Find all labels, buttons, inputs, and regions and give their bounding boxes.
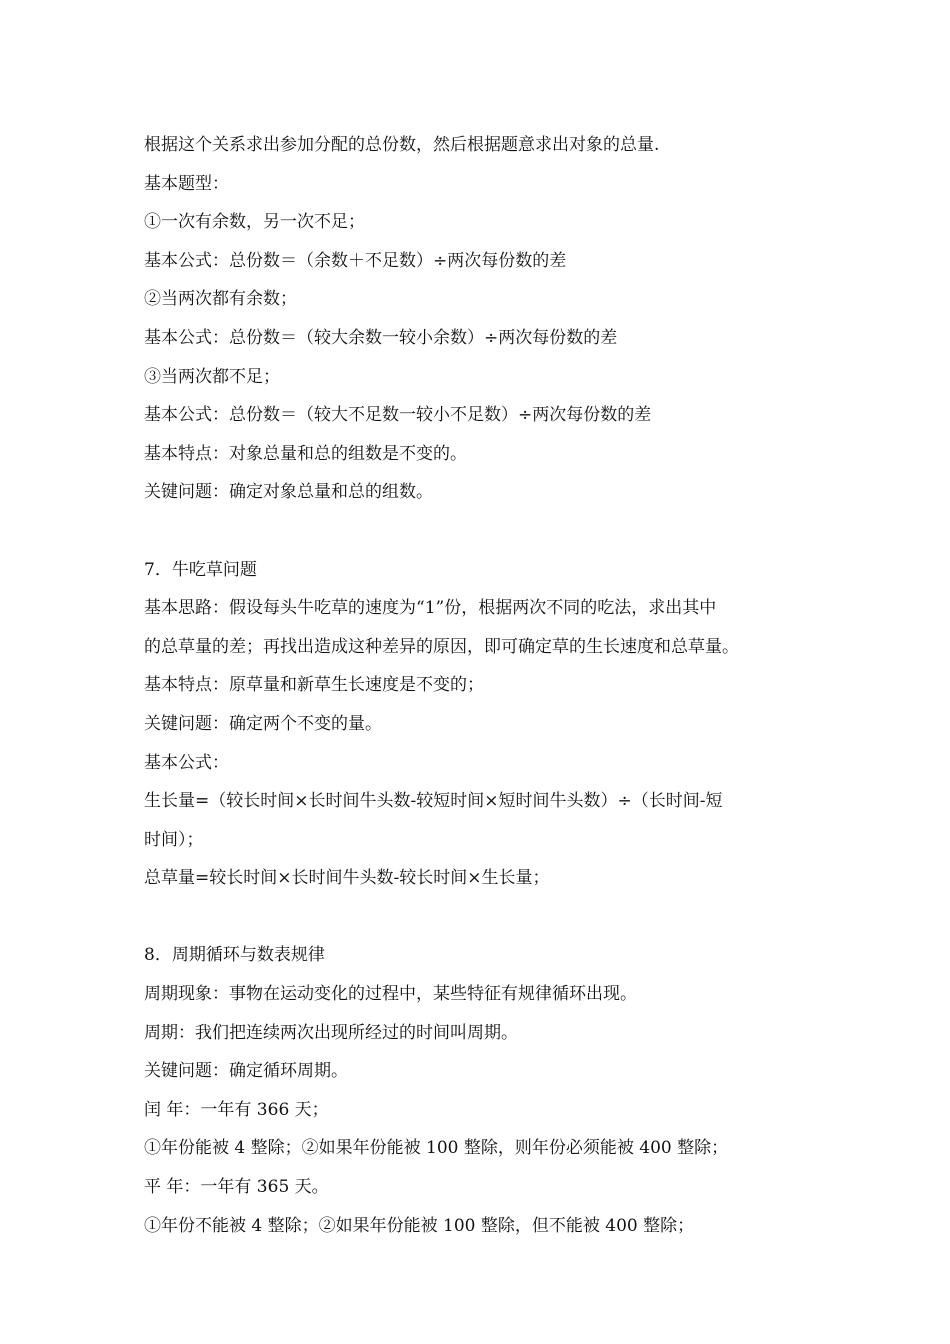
- section8-line-7: ①年份不能被 4 整除；②如果年份能被 100 整除，但不能被 400 整除；: [144, 1215, 695, 1236]
- intro-line-2: 基本题型：: [144, 173, 229, 194]
- intro-line-8: 基本公式：总份数＝（较大不足数一较小不足数）÷两次每份数的差: [144, 405, 652, 426]
- section-spacer: [144, 512, 844, 551]
- section8-line-3: 关键问题：确定循环周期。: [144, 1061, 348, 1082]
- section7-line-6: 生长量=（较长时间×长时间牛头数-较短时间×短时间牛头数）÷（长时间-短: [144, 791, 723, 812]
- section8-line-2: 周期：我们把连续两次出现所经过的时间叫周期。: [144, 1022, 518, 1043]
- intro-line-3: ①一次有余数，另一次不足；: [144, 212, 365, 233]
- section7-heading: 7．牛吃草问题: [144, 559, 257, 580]
- section8-line-4: 闰 年：一年有 366 天；: [144, 1099, 329, 1120]
- intro-line-7: ③当两次都不足；: [144, 366, 280, 387]
- section7-line-7: 时间）；: [144, 829, 204, 850]
- intro-line-9: 基本特点：对象总量和总的组数是不变的。: [144, 443, 467, 464]
- section8-heading: 8．周期循环与数表规律: [144, 945, 325, 966]
- section7-line-4: 关键问题：确定两个不变的量。: [144, 713, 382, 734]
- section7-line-3: 基本特点：原草量和新草生长速度是不变的；: [144, 675, 484, 696]
- intro-line-4: 基本公式：总份数＝（余数＋不足数）÷两次每份数的差: [144, 250, 567, 271]
- section8-line-5: ①年份能被 4 整除；②如果年份能被 100 整除，则年份必须能被 400 整除；: [144, 1138, 729, 1159]
- section7-line-8: 总草量=较长时间×长时间牛头数-较长时间×生长量；: [144, 868, 550, 889]
- intro-line-6: 基本公式：总份数＝（较大余数一较小余数）÷两次每份数的差: [144, 327, 618, 348]
- section7-line-1: 基本思路：假设每头牛吃草的速度为“1”份，根据两次不同的吃法，求出其中: [144, 598, 717, 619]
- intro-line-10: 关键问题：确定对象总量和总的组数。: [144, 482, 433, 503]
- section8-line-6: 平 年：一年有 365 天。: [144, 1177, 329, 1198]
- section7-line-2: 的总草量的差；再找出造成这种差异的原因，即可确定草的生长速度和总草量。: [144, 636, 739, 657]
- section7-line-5: 基本公式：: [144, 752, 229, 773]
- document-page: [144, 126, 844, 1245]
- intro-line-5: ②当两次都有余数；: [144, 289, 297, 310]
- section8-line-1: 周期现象：事物在运动变化的过程中，某些特征有规律循环出现。: [144, 984, 637, 1005]
- intro-line-1: 根据这个关系求出参加分配的总份数，然后根据题意求出对象的总量.: [144, 135, 660, 155]
- section-spacer: [144, 898, 844, 937]
